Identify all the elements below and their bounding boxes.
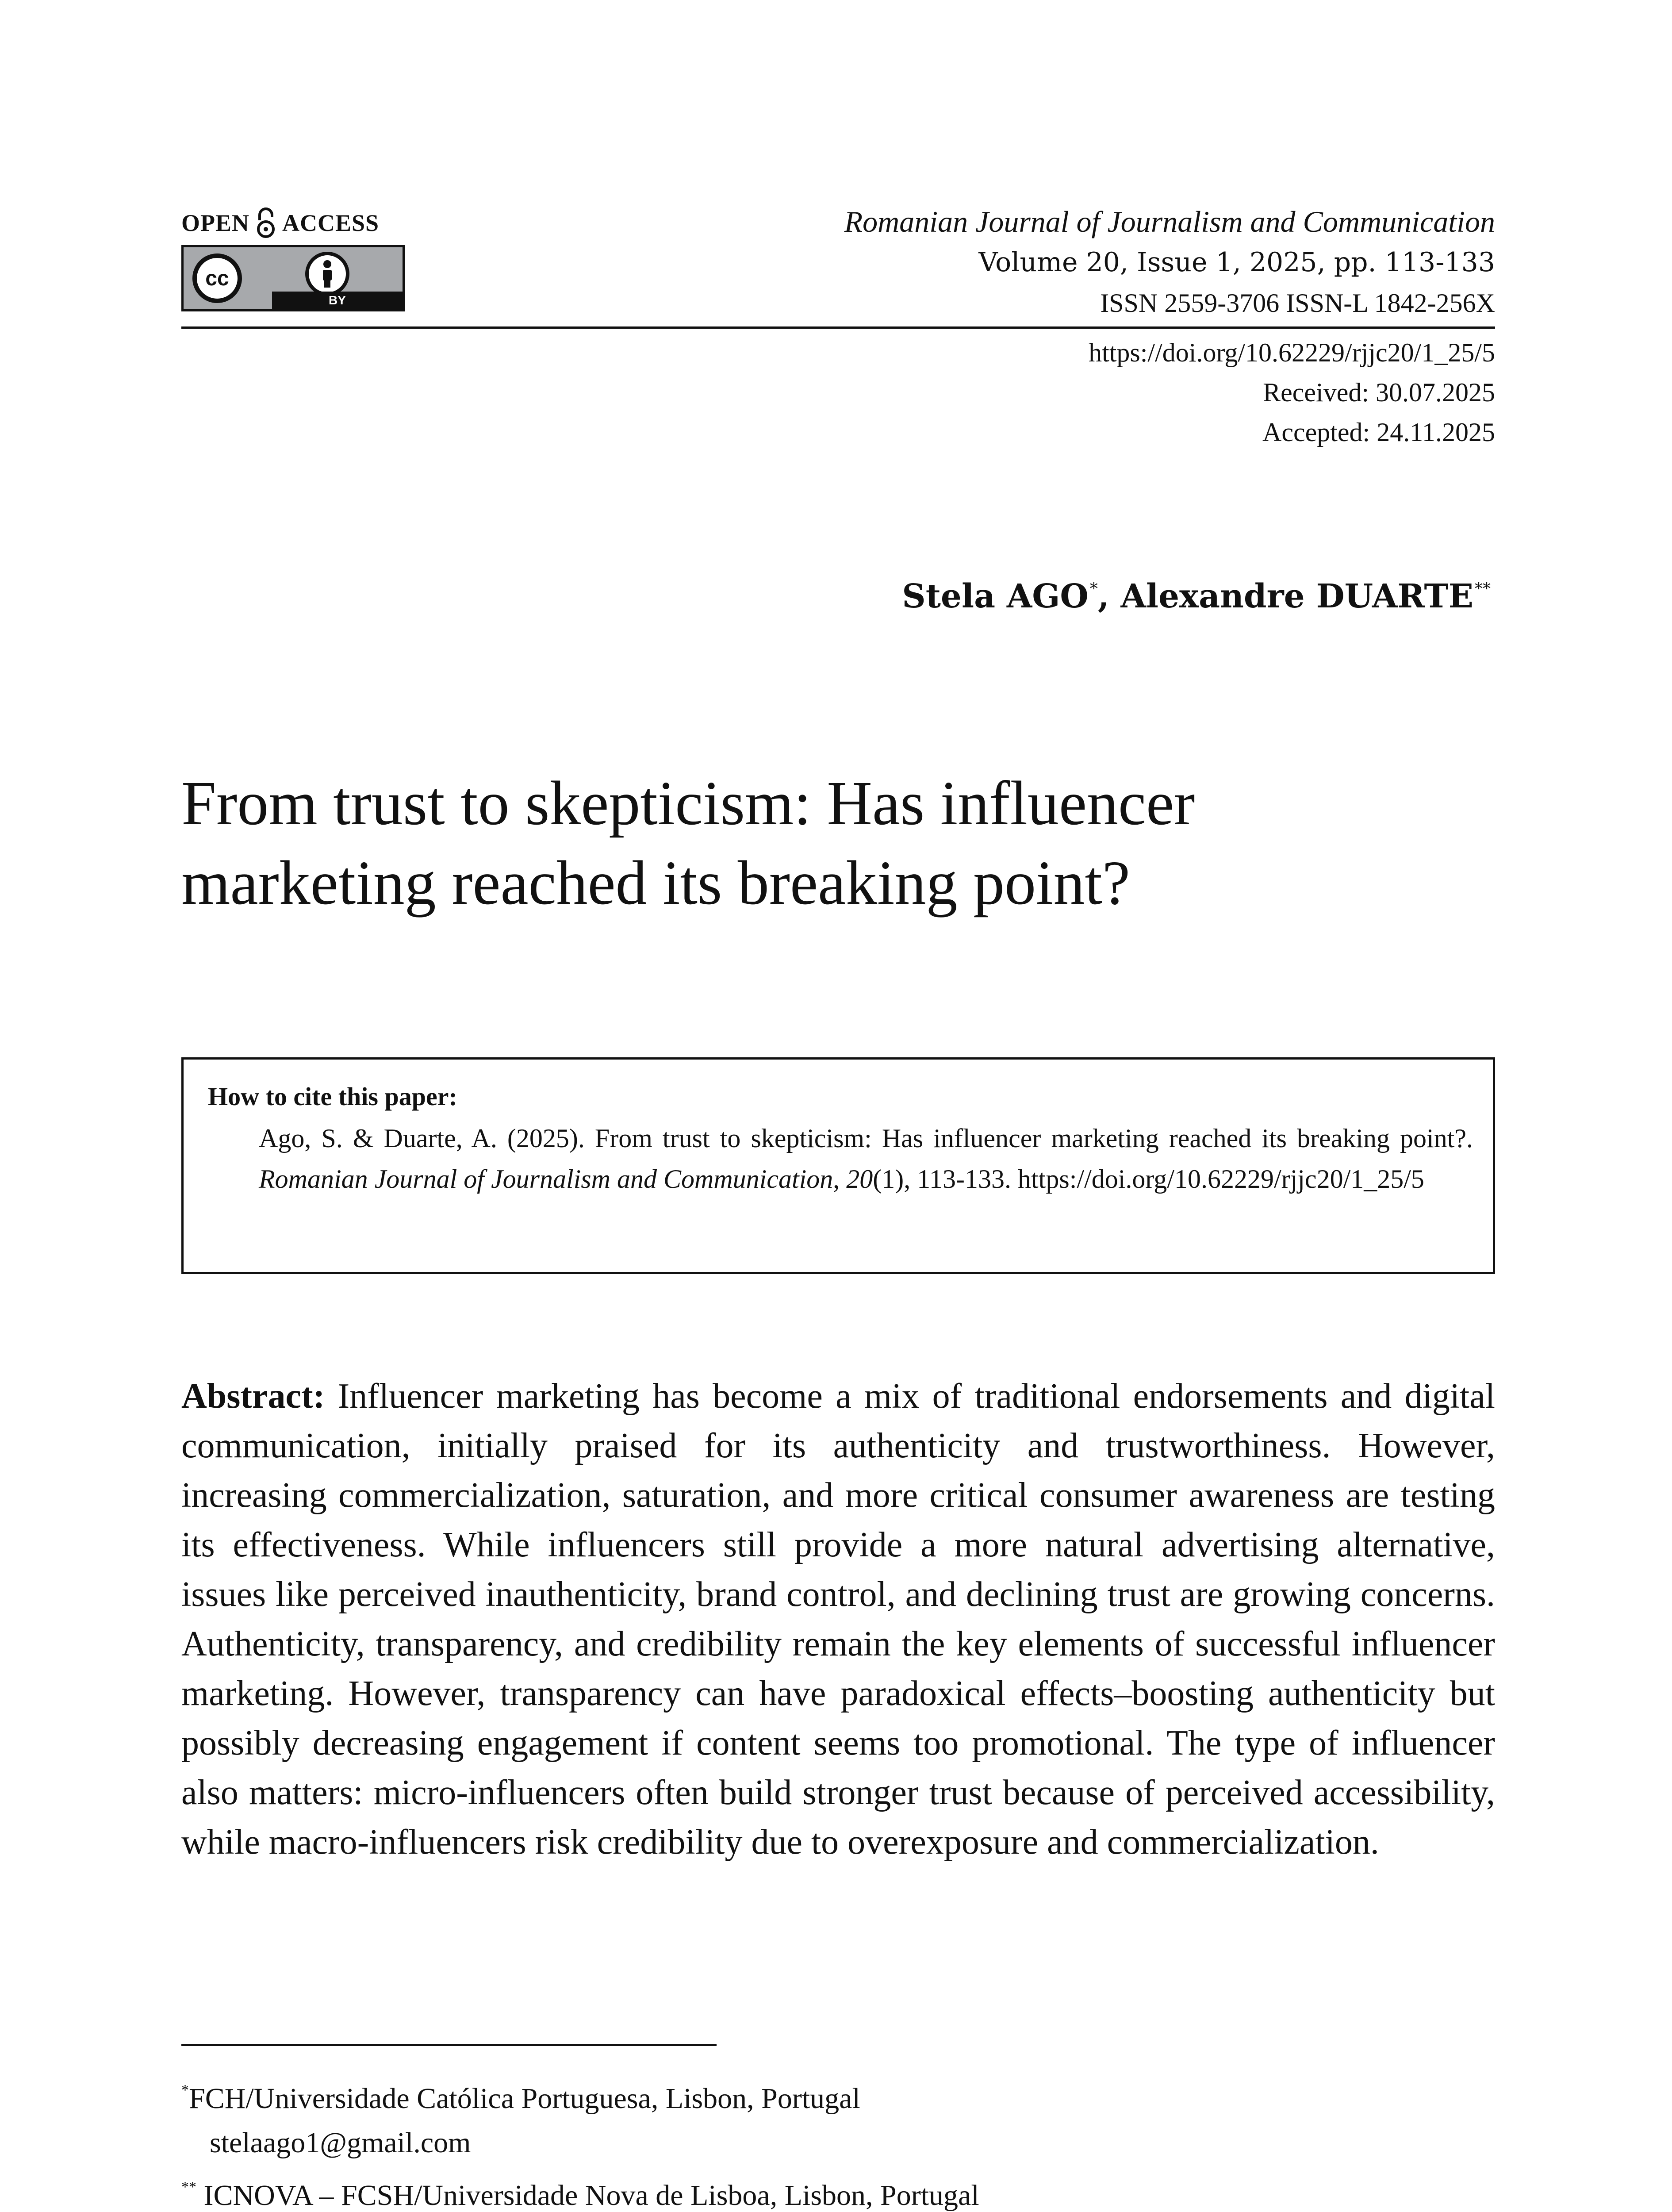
citation-volume: 20 <box>846 1164 873 1194</box>
open-label: OPEN <box>181 210 250 236</box>
open-access-block <box>181 207 405 311</box>
abstract <box>181 1371 1495 1867</box>
open-access-label <box>181 207 405 239</box>
by-label: BY <box>272 292 403 309</box>
article-meta <box>1089 333 1495 452</box>
footnote-1: *FCH/Universidade Católica Portuguesa, Lisbon, Portugal <box>181 2082 860 2115</box>
journal-header <box>844 201 1495 323</box>
author-2: Alexandre DUARTE <box>1120 577 1473 615</box>
citation-box <box>181 1057 1495 1274</box>
received-date: Received: 30.07.2025 <box>1263 378 1495 407</box>
abstract-text: Influencer marketing has become a mix of traditional endorsements and digital communication, initially praised for its authenticity and trustworthiness. However, increasing commercialization, saturation, and more critical consumer awareness are testing its effectiveness. While influencers still provide a more natural advertising alternative, issues like perceived inauthenticity, brand control, and declining trust are growing concerns. Authenticity, transparency, and credibility remain the key elements of successful influencer marketing. However, transparency can have paradoxical effects–boosting authenticity but possibly decreasing engagement if content seems too promotional. The type of influencer also matters: micro-influencers often build stronger trust because of perceived accessibility, while macro-influencers risk credibility due to overexposure and commercialization. <box>181 1377 1496 1862</box>
accepted-date: Accepted: 24.11.2025 <box>1262 418 1495 447</box>
journal-title: Romanian Journal of Journalism and Communication <box>844 205 1495 238</box>
citation-heading: How to cite this paper: <box>208 1082 457 1111</box>
journal-issn: ISSN 2559-3706 ISSN-L 1842-256X <box>1100 288 1495 318</box>
doi-link[interactable]: https://doi.org/10.62229/rjjc20/1_25/5 <box>1089 338 1495 367</box>
footnote-rule <box>181 2044 717 2046</box>
footnote-2: ** ICNOVA – FCSH/Universidade Nova de Lisboa, Lisbon, Portugal <box>181 2179 979 2212</box>
access-label: ACCESS <box>282 210 380 236</box>
author-separator: , <box>1097 577 1121 615</box>
header-rule <box>181 326 1495 329</box>
cc-by-license-badge <box>181 245 405 311</box>
journal-volume: Volume 20, Issue 1, 2025, pp. 113-133 <box>978 247 1495 278</box>
paper-title-line-1: From trust to skepticism: Has influencer <box>181 768 1195 838</box>
creative-commons-icon: cc <box>192 253 242 303</box>
attribution-person-icon <box>305 252 349 296</box>
author-1-footnote-mark: * <box>1089 580 1098 598</box>
author-1: Stela AGO <box>902 577 1089 615</box>
author-line <box>902 577 1491 615</box>
paper-title <box>181 763 1464 922</box>
citation-journal: Romanian Journal of Journalism and Communication <box>259 1164 833 1194</box>
citation-text: Ago, S. & Duarte, A. (2025). From trust to skepticism: Has influencer marketing reached its breaking point?. Romanian Journal of Journalism and Communication, 20(1), 113-133. https://doi.org/10.62229/rjjc20/1_25/5 <box>259 1124 1473 1194</box>
paper-title-line-2: marketing reached its breaking point? <box>181 848 1130 918</box>
open-access-lock-icon <box>256 207 276 239</box>
footnotes <box>181 2068 979 2212</box>
author-2-footnote-mark: ** <box>1475 580 1491 598</box>
abstract-label: Abstract: <box>181 1377 325 1416</box>
footnote-1-email[interactable]: stelaago1@gmail.com <box>210 2127 471 2159</box>
